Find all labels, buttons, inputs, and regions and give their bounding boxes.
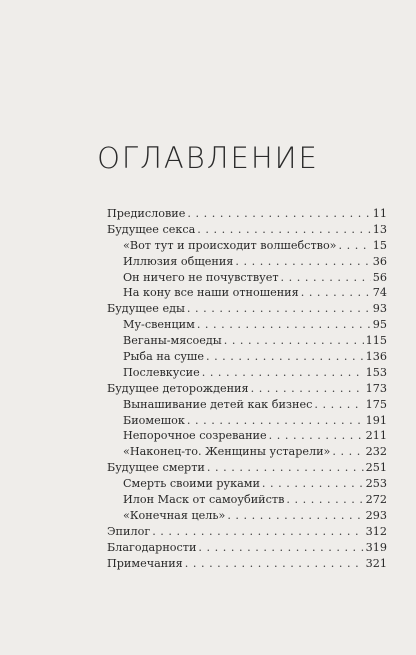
dot-leader: [224, 333, 364, 349]
toc-page-number: 153: [365, 365, 387, 379]
toc-subentry[interactable]: [107, 413, 387, 429]
toc-entry-label: Смерть своими руками: [123, 477, 260, 491]
toc-page-number: 253: [365, 477, 387, 491]
dot-leader: [227, 508, 363, 524]
dot-leader: [187, 301, 371, 317]
toc-subentry[interactable]: [107, 365, 387, 381]
dot-leader: [286, 492, 363, 508]
dot-leader: [202, 365, 364, 381]
toc-entry-label: Предисловие: [107, 207, 186, 220]
toc-entry[interactable]: [107, 540, 387, 556]
toc-entry-label: Примечания: [107, 556, 183, 570]
toc-entry-label: Му-свенцим: [123, 318, 195, 332]
toc-page-number: 173: [365, 381, 387, 395]
dot-leader: [339, 238, 371, 254]
toc-entry-label: Биомешок: [123, 413, 185, 427]
toc-subentry[interactable]: [107, 508, 387, 524]
toc-subentry[interactable]: [107, 317, 387, 333]
toc-page-number: 13: [372, 222, 387, 236]
toc-entry-label: Рыба на суше: [123, 350, 204, 364]
dot-leader: [185, 556, 364, 572]
dot-leader: [198, 540, 363, 556]
toc-page-number: 272: [365, 493, 387, 507]
toc-page-number: 191: [365, 413, 387, 427]
toc-entry[interactable]: [107, 222, 387, 238]
toc-subentry[interactable]: [107, 254, 387, 270]
toc-page-number: 136: [365, 350, 387, 364]
toc-entry-label: «Наконец-то. Женщины устарели»: [123, 445, 331, 459]
toc-subentry[interactable]: [107, 492, 387, 508]
dot-leader: [235, 254, 370, 270]
toc-entry-label: Веганы-мясоеды: [123, 334, 222, 348]
toc-entry[interactable]: [107, 524, 387, 540]
dot-leader: [207, 460, 364, 476]
dot-leader: [251, 381, 364, 397]
dot-leader: [314, 397, 363, 413]
dot-leader: [269, 428, 364, 444]
dot-leader: [262, 476, 364, 492]
toc-entry[interactable]: [107, 381, 387, 397]
dot-leader: [187, 413, 364, 429]
dot-leader: [206, 349, 364, 365]
toc-entry-label: Благодарности: [107, 540, 197, 554]
toc-entry[interactable]: [107, 206, 387, 222]
toc-page-number: 56: [372, 270, 387, 284]
toc-entry-label: Будущее деторождения: [107, 381, 249, 395]
toc-entry-label: Будущее секса: [107, 222, 196, 236]
dot-leader: [197, 317, 371, 333]
toc-page-number: 319: [365, 540, 387, 554]
toc-subentry[interactable]: [107, 476, 387, 492]
toc-entry-label: «Вот тут и происходит волшебство»: [123, 238, 337, 252]
toc-page-number: 15: [372, 238, 387, 252]
dot-leader: [332, 444, 363, 460]
toc-subentry[interactable]: [107, 397, 387, 413]
dot-leader: [152, 524, 363, 540]
dot-leader: [301, 285, 371, 301]
toc-entry[interactable]: [107, 556, 387, 572]
toc-entry-label: Он ничего не почувствует: [123, 270, 279, 284]
toc-entry-label: «Конечная цель»: [123, 508, 226, 522]
page-title: ОГЛАВЛЕНИЕ: [97, 141, 319, 175]
toc-subentry[interactable]: [107, 333, 387, 349]
toc-page-number: 211: [365, 429, 387, 443]
toc-page-number: 36: [372, 254, 387, 268]
toc-page-number: 251: [365, 461, 387, 475]
toc-page-number: 312: [365, 524, 387, 538]
toc-page-number: 93: [372, 302, 387, 316]
toc-page-number: 293: [365, 508, 387, 522]
toc-entry-label: Вынашивание детей как бизнес: [123, 397, 313, 411]
table-of-contents: [107, 206, 387, 571]
toc-page-number: 74: [372, 286, 387, 300]
toc-entry-label: Иллюзия общения: [123, 254, 234, 268]
toc-page-number: 175: [365, 397, 387, 411]
toc-entry[interactable]: [107, 301, 387, 317]
toc-subentry[interactable]: [107, 285, 387, 301]
toc-page-number: 115: [365, 334, 387, 348]
dot-leader: [197, 222, 370, 238]
dot-leader: [187, 206, 370, 222]
toc-page-number: 232: [365, 445, 387, 459]
toc-page-number: 11: [372, 207, 387, 220]
toc-entry-label: Илон Маск от самоубийств: [123, 493, 285, 507]
toc-entry-label: Будущее смерти: [107, 461, 205, 475]
dot-leader: [281, 270, 371, 286]
toc-entry-label: На кону все наши отношения: [123, 286, 299, 300]
toc-subentry[interactable]: [107, 238, 387, 254]
toc-entry-label: Непорочное созревание: [123, 429, 267, 443]
toc-entry-label: Послевкусие: [123, 365, 200, 379]
toc-subentry[interactable]: [107, 270, 387, 286]
toc-entry-label: Будущее еды: [107, 302, 185, 316]
toc-entry[interactable]: [107, 460, 387, 476]
toc-page-number: 95: [372, 318, 387, 332]
toc-subentry[interactable]: [107, 428, 387, 444]
toc-entry-label: Эпилог: [107, 524, 151, 538]
toc-subentry[interactable]: [107, 349, 387, 365]
toc-page-number: 321: [365, 556, 387, 570]
toc-subentry[interactable]: [107, 444, 387, 460]
